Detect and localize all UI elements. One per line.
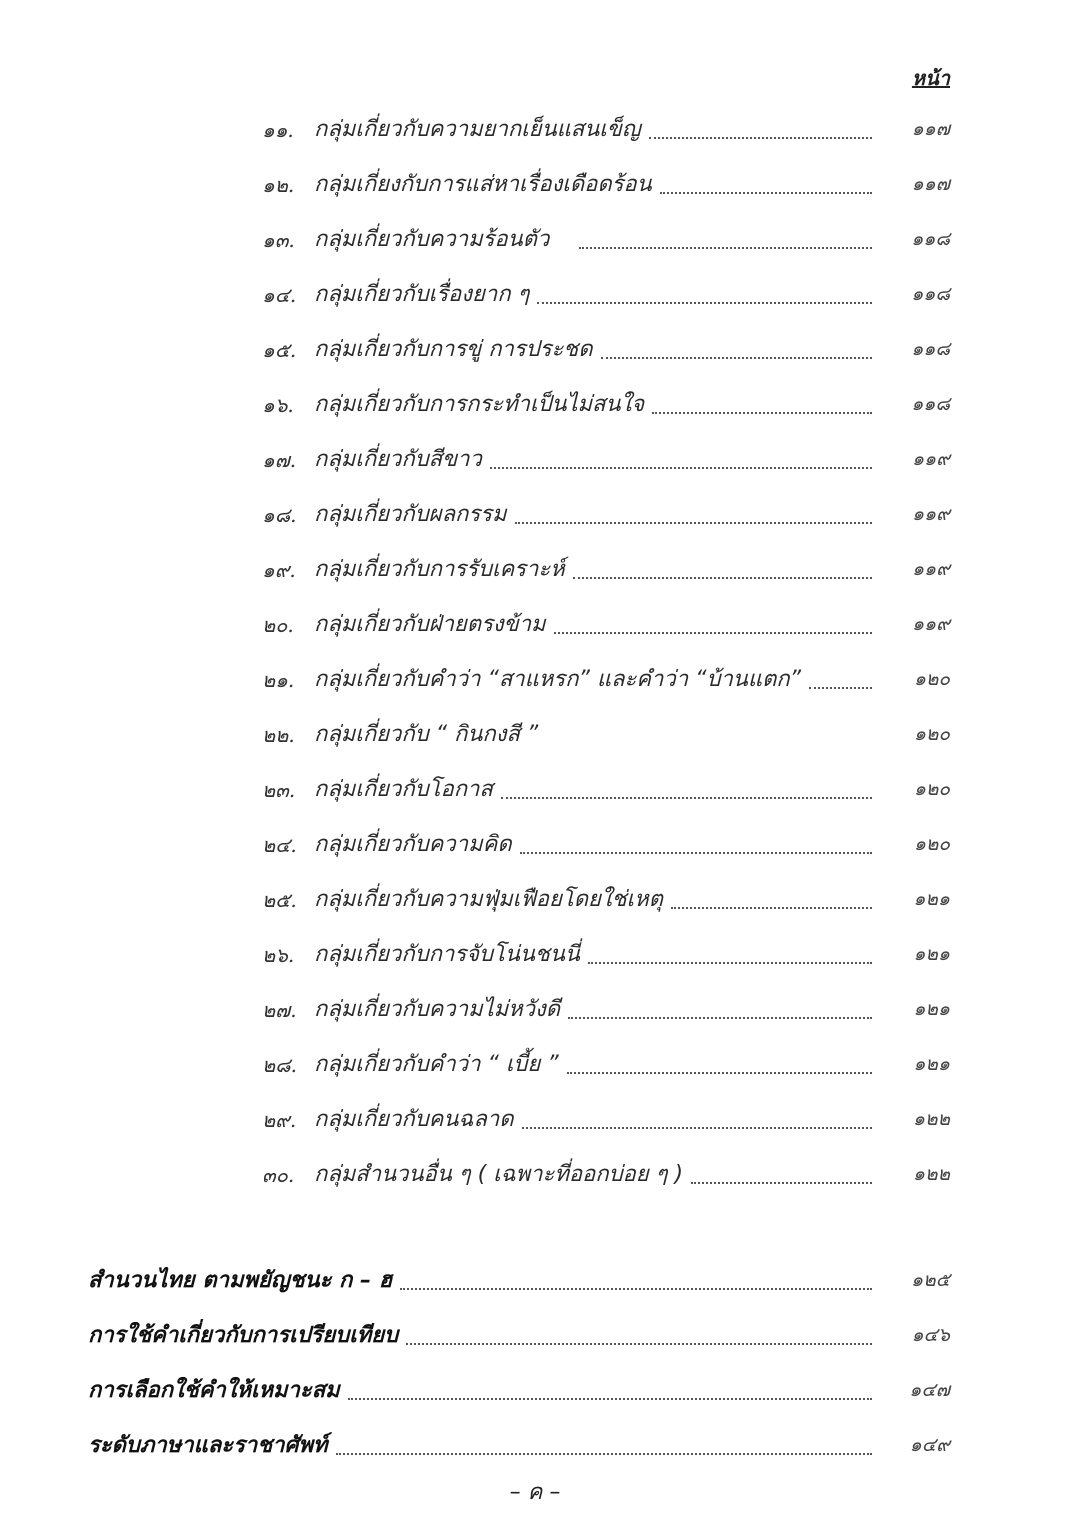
dot-leader: [588, 961, 872, 964]
entry-page: ๑๑๘: [911, 228, 950, 250]
entry-page: ๑๒๐: [913, 668, 950, 690]
dot-leader: [501, 796, 872, 799]
toc-main-entry: [88, 1318, 950, 1352]
entry-page: ๑๔๙: [909, 1434, 950, 1456]
entry-page: ๑๔๖: [911, 1324, 950, 1346]
entry-title: กลุ่มเกี่ยวกับความร้อนตัว: [314, 227, 550, 252]
page-column-header: หน้า: [911, 66, 950, 90]
entry-title: กลุ่มเกี่ยวกับความฟุ่มเฟือยโดยใช่เหตุ: [314, 887, 663, 912]
dot-leader: [691, 1181, 872, 1184]
entry-number: ๑๒.: [262, 173, 295, 197]
entry-title: กลุ่มเกี่ยวกับความไม่หวังดี: [314, 997, 561, 1022]
entry-page: ๑๒๒: [912, 1108, 950, 1130]
entry-page: ๑๒๑: [913, 1053, 950, 1075]
entry-page: ๑๒๑: [913, 888, 950, 910]
dot-leader: [579, 246, 872, 249]
toc-main-entry: [88, 1428, 950, 1462]
entry-title: กลุ่มเกี่ยวกับโอกาส: [314, 777, 493, 802]
toc-entry: [262, 442, 950, 476]
main-entry-title: การใช้คำเกี่ยวกับการเปรียบเทียบ: [88, 1323, 399, 1348]
toc-entry: [262, 1102, 950, 1136]
entry-number: ๒๔.: [262, 833, 297, 857]
entry-page: ๑๒๐: [913, 723, 950, 745]
dot-leader: [520, 851, 872, 854]
entry-page: ๑๒๑: [913, 943, 950, 965]
entry-title: กลุ่มเกี่ยวกับฝ่ายตรงข้าม: [314, 612, 546, 637]
toc-entry: [262, 112, 950, 146]
toc-entry: [262, 882, 950, 916]
entry-number: ๒๒.: [262, 723, 295, 747]
entry-title: กลุ่มเกี่ยวกับความยากเย็นแสนเข็ญ: [314, 117, 641, 142]
entry-page: ๑๔๗: [909, 1379, 950, 1401]
entry-page: ๑๑๙: [911, 613, 950, 635]
dot-leader: [522, 1126, 872, 1129]
entry-title: กลุ่มเกี่ยวกับ “ กินกงสี ”: [314, 722, 539, 747]
dot-leader: [546, 741, 872, 744]
entry-number: ๑๗.: [262, 448, 297, 472]
entry-page: ๑๑๗: [911, 118, 950, 140]
entry-number: ๑๑.: [262, 118, 294, 142]
dot-leader: [336, 1452, 873, 1455]
dot-leader: [660, 191, 872, 194]
entry-number: ๑๘.: [262, 503, 297, 527]
toc-entry: [262, 937, 950, 971]
entry-page: ๑๑๙: [911, 503, 950, 525]
dot-leader: [554, 631, 872, 634]
entry-number: ๒๘.: [262, 1053, 297, 1077]
dot-leader: [406, 1342, 872, 1345]
main-entry-title: ระดับภาษาและราชาศัพท์: [88, 1433, 328, 1458]
toc-entry: [262, 552, 950, 586]
entry-number: ๑๕.: [262, 338, 297, 362]
entry-number: ๑๔.: [262, 283, 297, 307]
toc-entry: [262, 1157, 950, 1191]
dot-leader: [348, 1397, 872, 1400]
toc-entry: [262, 607, 950, 641]
entry-title: กลุ่มเกี่ยวกับคำว่า “ เบี้ย ”: [314, 1052, 559, 1077]
entry-title: กลุ่มเกี่ยวกับคำว่า “สาแหรก” และคำว่า “บ้านแตก”: [314, 667, 802, 692]
entry-page: ๑๒๑: [913, 998, 950, 1020]
entry-title: กลุ่มเกี่ยวกับเรื่องยาก ๆ: [314, 282, 530, 307]
toc-entry: [262, 827, 950, 861]
toc-entry: [262, 167, 950, 201]
entry-page: ๑๑๘: [911, 283, 950, 305]
entry-page: ๑๑๘: [911, 393, 950, 415]
toc-entry: [262, 387, 950, 421]
dot-leader: [601, 356, 872, 359]
main-entry-title: สำนวนไทย ตามพยัญชนะ ก – ฮ: [88, 1268, 393, 1293]
entry-number: ๑๖.: [262, 393, 294, 417]
entry-page: ๑๑๙: [911, 448, 950, 470]
entry-number: ๓๐.: [262, 1163, 295, 1187]
entry-title: กลุ่มเกี่ยวกับการรับเคราะห์: [314, 557, 565, 582]
entry-number: ๑๙.: [262, 558, 296, 582]
dot-leader: [652, 411, 872, 414]
page-footer-marker: – ค –: [509, 1480, 561, 1505]
entry-page: ๑๒๒: [912, 1163, 950, 1185]
dot-leader: [573, 576, 872, 579]
toc-main-entry: [88, 1373, 950, 1407]
toc-entry: [262, 497, 950, 531]
toc-entry: [262, 332, 950, 366]
entry-page: ๑๒๕: [911, 1269, 950, 1291]
dot-leader: [400, 1287, 872, 1290]
entry-title: กลุ่มเกี่ยวกับผลกรรม: [314, 502, 507, 527]
toc-entry: [262, 772, 950, 806]
entry-number: ๒๖.: [262, 943, 295, 967]
entry-title: กลุ่มเกี่ยวกับสีขาว: [314, 447, 482, 472]
entry-number: ๑๓.: [262, 228, 295, 252]
dot-leader: [537, 301, 872, 304]
toc-entry: [262, 717, 950, 751]
entry-title: กลุ่มเกี่ยวกับการขู่ การประชด: [314, 337, 593, 362]
entry-number: ๒๐.: [262, 613, 294, 637]
dot-leader: [671, 906, 872, 909]
dot-leader: [649, 136, 872, 139]
entry-number: ๒๑.: [262, 668, 295, 692]
entry-number: ๒๗.: [262, 998, 297, 1022]
entry-title: กลุ่มสำนวนอื่น ๆ ( เฉพาะที่ออกบ่อย ๆ ): [314, 1162, 684, 1187]
toc-main-entry: [88, 1263, 950, 1297]
dot-leader: [809, 686, 872, 689]
dot-leader: [568, 1016, 872, 1019]
entry-number: ๒๙.: [262, 1108, 297, 1132]
dot-leader: [490, 466, 872, 469]
entry-title: กลุ่มเกี่ยวกับความคิด: [314, 832, 512, 857]
dot-leader: [515, 521, 873, 524]
toc-entry: [262, 1047, 950, 1081]
entry-number: ๒๓.: [262, 778, 296, 802]
main-entry-title: การเลือกใช้คำให้เหมาะสม: [88, 1378, 340, 1403]
dot-leader: [567, 1071, 872, 1074]
entry-page: ๑๑๙: [911, 558, 950, 580]
toc-entry: [262, 277, 950, 311]
entry-title: กลุ่มเกี่ยวกับคนฉลาด: [314, 1107, 514, 1132]
entry-number: ๒๕.: [262, 888, 297, 912]
toc-entry: [262, 222, 950, 256]
entry-page: ๑๑๘: [911, 338, 950, 360]
entry-page: ๑๒๐: [913, 778, 950, 800]
entry-page: ๑๑๗: [911, 173, 950, 195]
entry-page: ๑๒๐: [913, 833, 950, 855]
entry-title: กลุ่มเกี่ยงกับการแส่หาเรื่องเดือดร้อน: [314, 172, 652, 197]
toc-entry: [262, 662, 950, 696]
toc-entry: [262, 992, 950, 1026]
entry-title: กลุ่มเกี่ยวกับการจับโน่นชนนี่: [314, 942, 580, 967]
entry-title: กลุ่มเกี่ยวกับการกระทำเป็นไม่สนใจ: [314, 392, 645, 417]
